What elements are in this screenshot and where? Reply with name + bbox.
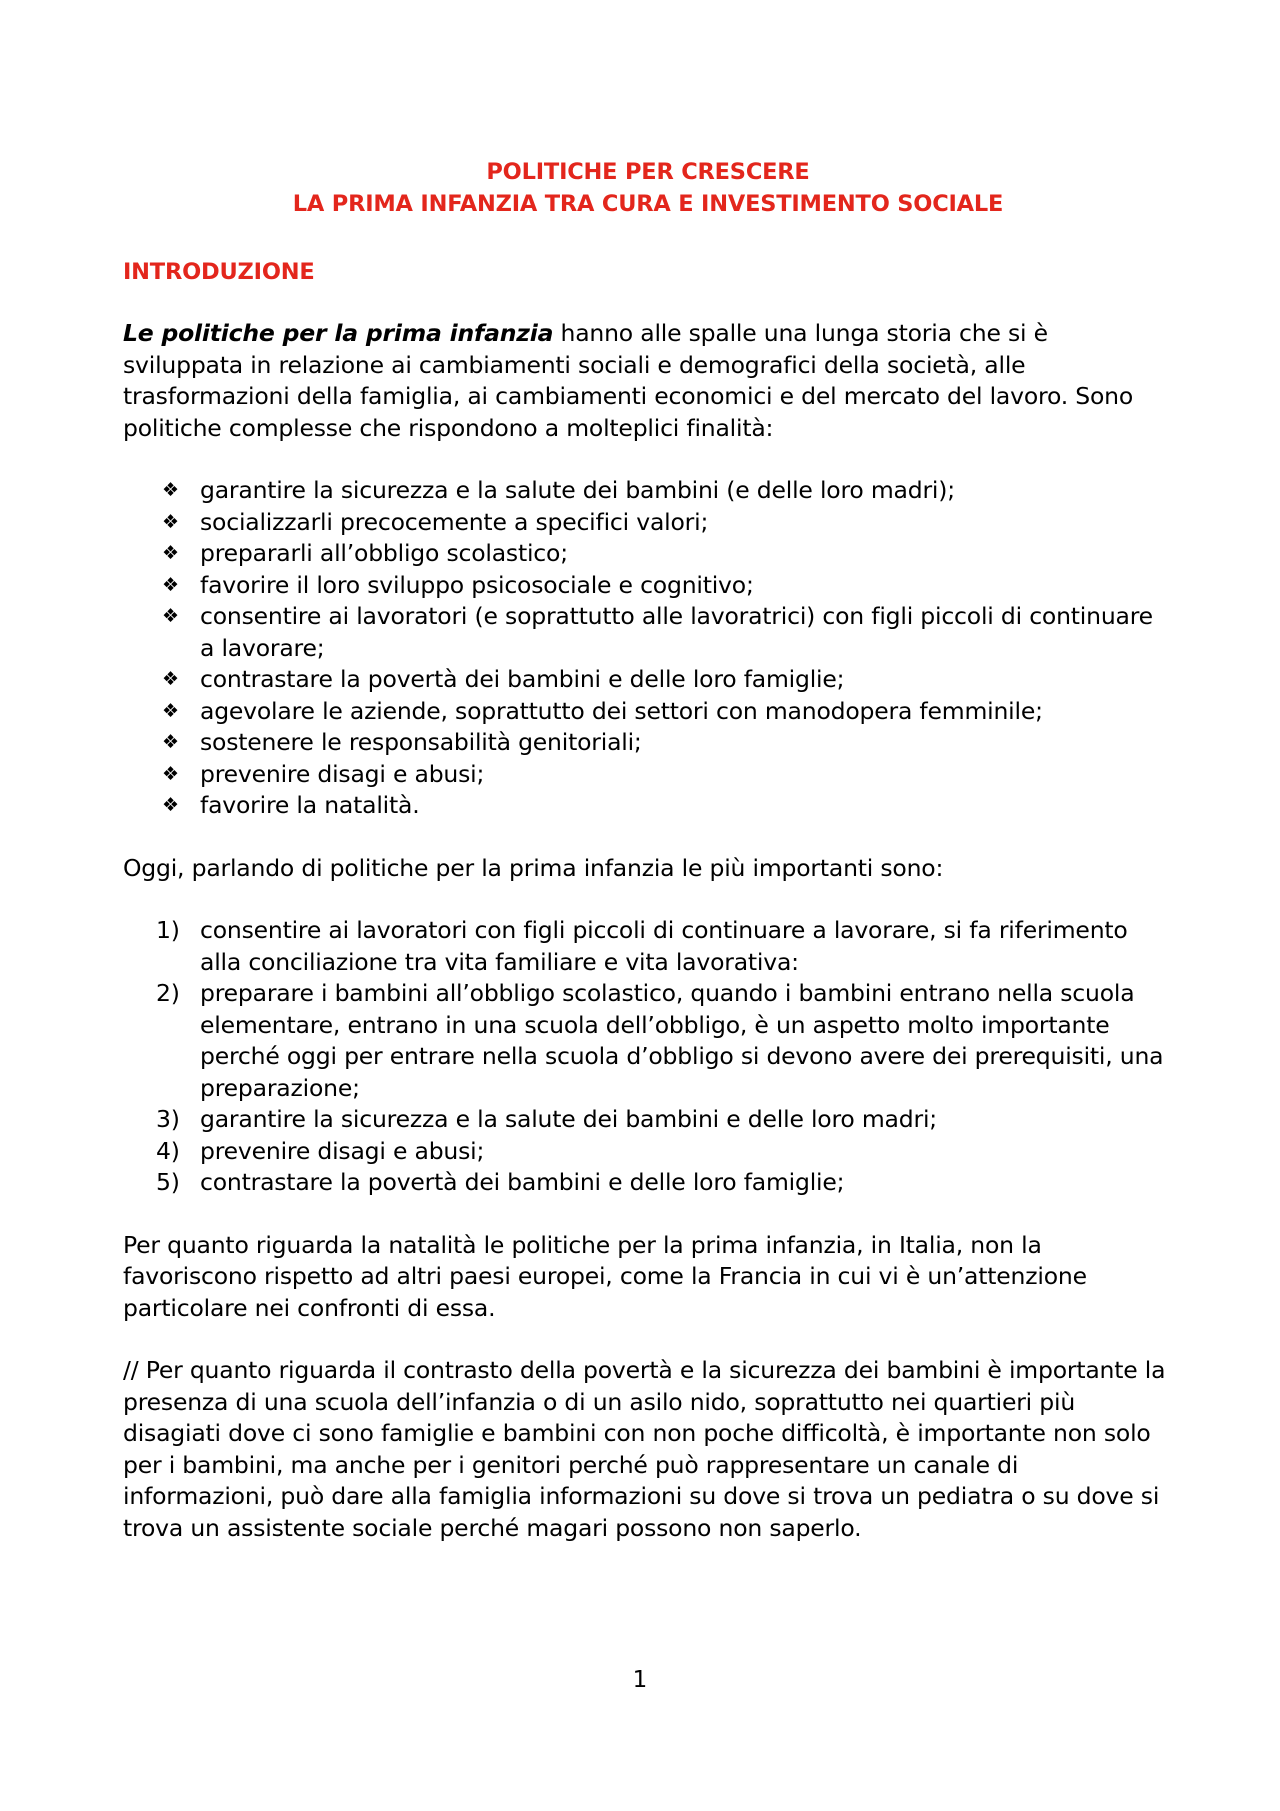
list-item: ❖ socializzarli precocemente a specifici valori; xyxy=(123,507,1173,539)
list-number: 2) xyxy=(156,979,180,1007)
document-title xyxy=(123,156,1173,220)
oggi-paragraph: Oggi, parlando di politiche per la prima infanzia le più importanti sono: xyxy=(123,853,944,882)
list-item: ❖ consentire ai lavoratori (e soprattutto alle lavoratrici) con figli piccoli di continuare a lavorare; xyxy=(162,602,1153,662)
list-item: ❖ garantire la sicurezza e la salute dei bambini (e delle loro madri); xyxy=(123,475,1173,507)
section-heading: INTRODUZIONE xyxy=(123,259,315,285)
title-line-1: POLITICHE PER CRESCERE xyxy=(486,159,810,185)
list-item: ❖ agevolare le aziende, soprattutto dei settori con manodopera femminile; xyxy=(123,696,1173,728)
list-item: 2) preparare i bambini all’obbligo scolastico, quando i bambini entrano nella scuola elementare, entrano in una scuola dell’obbligo, è un aspetto molto importante perché oggi per entrare nella scuola d’obbligo si devono avere dei prerequisiti, una preparazione; xyxy=(156,979,1164,1102)
list-item: ❖ prevenire disagi e abusi; xyxy=(123,759,1173,791)
list-item: ❖ sostenere le responsabilità genitoriali; xyxy=(123,727,1173,759)
page-number: 1 xyxy=(632,1667,648,1693)
intro-text: hanno alle spalle una lunga storia che si è sviluppata in relazione ai cambiamenti sociali e demografici della società, alle trasformazioni della famiglia, ai cambiamenti economici e del mercato del lavoro. Sono politiche complesse che rispondono a molteplici finalità: xyxy=(123,319,1134,442)
list-item: 5) contrastare la povertà dei bambini e delle loro famiglie; xyxy=(123,1167,1173,1199)
list-item: ❖ favorire la natalità. xyxy=(123,790,1173,822)
list-item: 1) consentire ai lavoratori con figli piccoli di continuare a lavorare, si fa riferimento alla conciliazione tra vita familiare e vita lavorativa: xyxy=(156,916,1128,976)
list-number: 4) xyxy=(156,1136,180,1165)
list-item: ❖ prepararli all’obbligo scolastico; xyxy=(123,538,1173,570)
priorities-numbered-list xyxy=(123,915,1173,1199)
list-item: ❖ favorire il loro sviluppo psicosociale e cognitivo; xyxy=(123,570,1173,602)
diamond-bullet-icon: ❖ xyxy=(162,699,179,722)
title-line-2: LA PRIMA INFANZIA TRA CURA E INVESTIMENTO SOCIALE xyxy=(292,191,1004,217)
poverta-paragraph: // Per quanto riguarda il contrasto della povertà e la sicurezza dei bambini è importante la presenza di una scuola dell’infanzia o di un asilo nido, soprattutto nei quartieri più disagiati dove ci sono famiglie e bambini con non poche difficoltà, è importante non solo per i bambini, ma anche per i genitori perché può rappresentare un canale di informazioni, può dare alla famiglia informazioni su dove si trova un pediatra o su dove si trova un assistente sociale perché magari possono non saperlo. xyxy=(123,1356,1166,1542)
natalita-paragraph: Per quanto riguarda la natalità le politiche per la prima infanzia, in Italia, non la favoriscono rispetto ad altri paesi europei, come la Francia in cui vi è un’attenzione particolare nei confronti di essa. xyxy=(123,1230,1087,1322)
list-number: 5) xyxy=(156,1168,180,1196)
intro-lead: Le politiche per la prima infanzia xyxy=(123,319,554,347)
diamond-bullet-icon: ❖ xyxy=(162,479,179,501)
diamond-bullet-icon: ❖ xyxy=(162,605,179,627)
diamond-bullet-icon: ❖ xyxy=(162,510,179,533)
list-item: ❖ contrastare la povertà dei bambini e delle loro famiglie; xyxy=(123,664,1173,696)
diamond-bullet-icon: ❖ xyxy=(162,668,179,690)
list-item: 3) garantire la sicurezza e la salute dei bambini e delle loro madri; xyxy=(123,1104,1173,1136)
aims-bullet-list xyxy=(123,475,1173,822)
diamond-bullet-icon: ❖ xyxy=(162,542,179,564)
list-number: 3) xyxy=(156,1105,180,1133)
list-item: 4) prevenire disagi e abusi; xyxy=(123,1136,1173,1168)
list-number: 1) xyxy=(156,916,180,944)
intro-paragraph xyxy=(123,318,1173,444)
diamond-bullet-icon: ❖ xyxy=(162,794,179,816)
page-content xyxy=(123,156,1173,1544)
diamond-bullet-icon: ❖ xyxy=(162,731,179,753)
diamond-bullet-icon: ❖ xyxy=(162,573,179,596)
diamond-bullet-icon: ❖ xyxy=(162,762,179,785)
